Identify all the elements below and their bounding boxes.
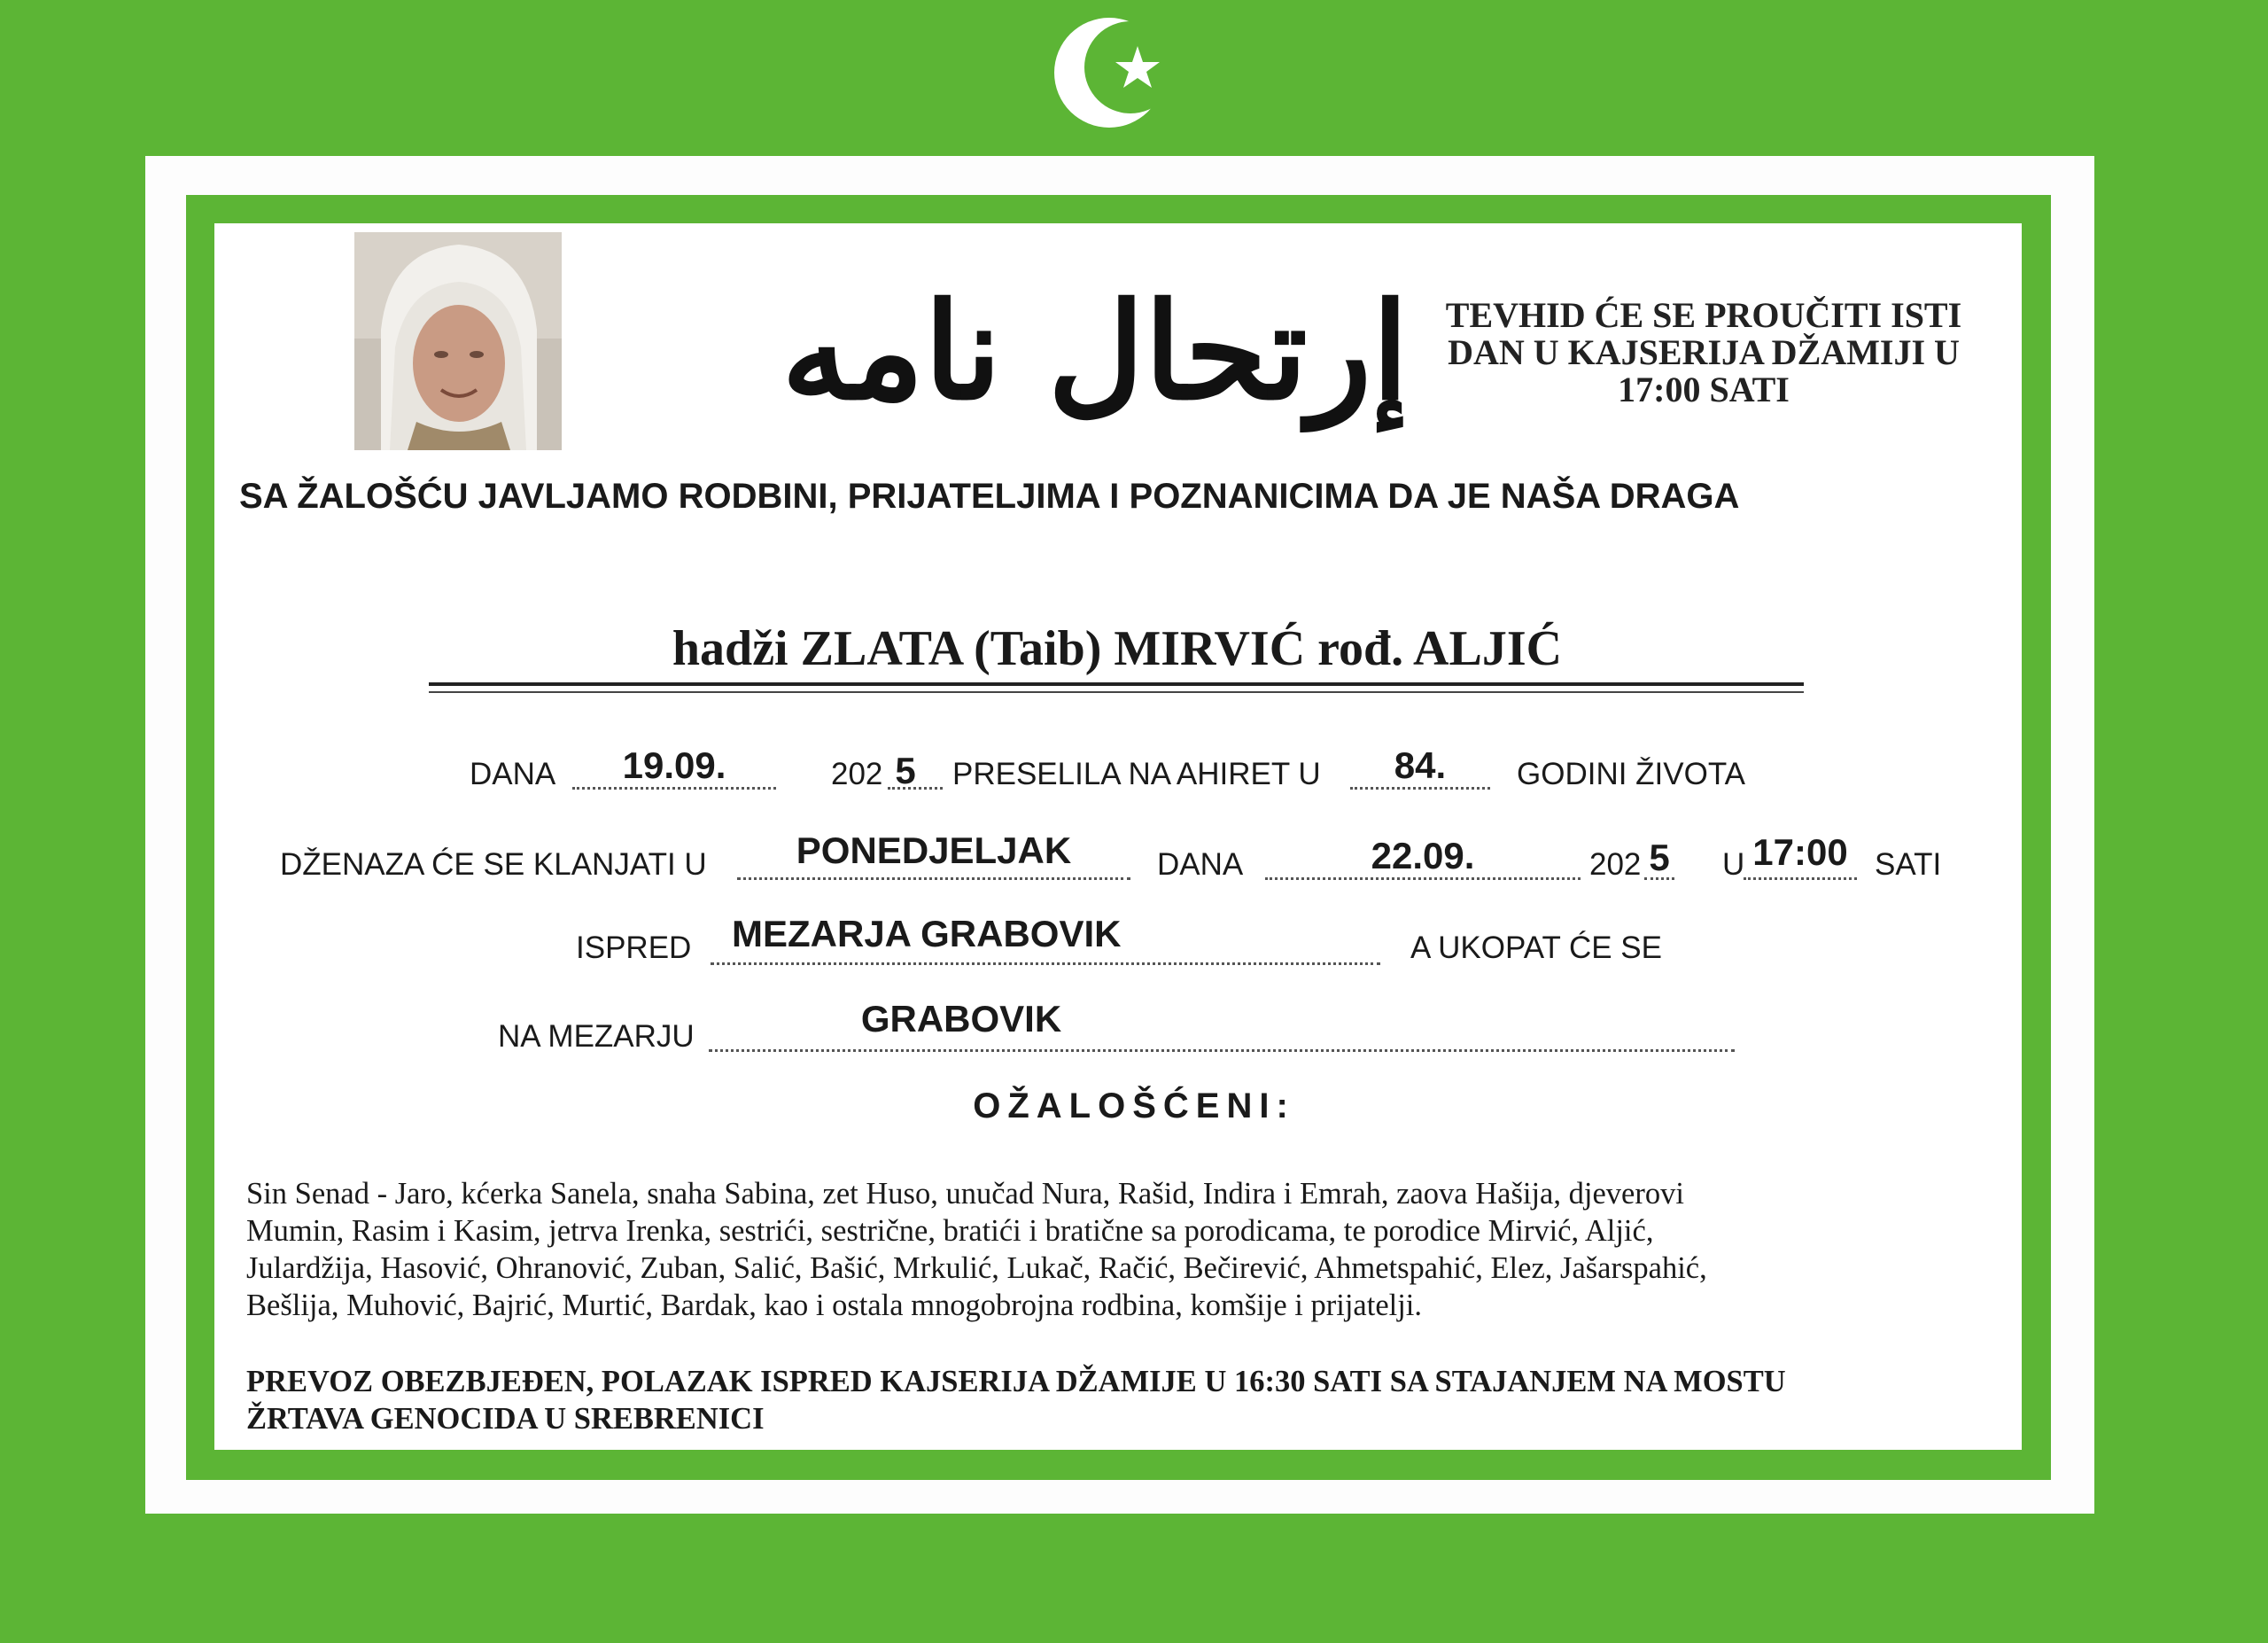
dotted-line: [572, 787, 776, 790]
burial-cemetery: GRABOVIK: [860, 998, 1062, 1040]
sati-label: SATI: [1875, 847, 1942, 882]
mourners-heading: OŽALOŠĆENI:: [973, 1086, 1295, 1125]
year-prefix: 202: [1589, 847, 1642, 882]
dotted-line: [737, 877, 1130, 880]
dotted-line: [1265, 877, 1581, 880]
intro-text: SA ŽALOŠĆU JAVLJAMO RODBINI, PRIJATELJIMA I POZNANICIMA DA JE NAŠA DRAGA: [239, 477, 1740, 516]
u-label: U: [1722, 847, 1745, 882]
transport-notice: [246, 1363, 1983, 1437]
dzenaza-label: DŽENAZA ĆE SE KLANJATI U: [280, 847, 707, 882]
family-list: [246, 1175, 1983, 1324]
tevhid-line: DAN U KAJSERIJA DŽAMIJI U: [1448, 332, 1960, 372]
family-line: Julardžija, Hasović, Ohranović, Zuban, Salić, Bašić, Mrkulić, Lukač, Račić, Bečirević, Ahmetspahić, Elez, Jašarspahić,: [246, 1251, 1707, 1285]
dzenaza-place: MEZARJA GRABOVIK: [732, 913, 1122, 954]
dotted-line: [1350, 787, 1490, 790]
dzenaza-time: 17:00: [1752, 831, 1848, 873]
dzenaza-day: PONEDJELJAK: [796, 829, 1072, 871]
ispred-label: ISPRED: [576, 931, 692, 965]
death-date: 19.09.: [622, 744, 726, 786]
family-line: Sin Senad - Jaro, kćerka Sanela, snaha Sabina, zet Huso, unučad Nura, Rašid, Indira i Emrah, zaova Hašija, djeverovi: [246, 1177, 1684, 1211]
godini-label: GODINI ŽIVOTA: [1517, 757, 1745, 791]
deceased-name: hadži ZLATA (Taib) MIRVIĆ rođ. ALJIĆ: [672, 621, 1563, 676]
tevhid-line: 17:00 SATI: [1618, 370, 1790, 409]
year-prefix: 202: [831, 757, 883, 791]
transport-line: ŽRTAVA GENOCIDA U SREBRENICI: [246, 1402, 765, 1436]
arabic-title: إرتحال نامه: [781, 274, 1409, 430]
crescent-star-icon: [1052, 16, 1178, 131]
tevhid-notice: [1407, 297, 2000, 409]
dzenaza-date: 22.09.: [1371, 835, 1475, 876]
preselila-label: PRESELILA NA AHIRET U: [952, 757, 1321, 791]
dotted-line: [709, 1049, 1735, 1052]
name-underline-thin: [429, 691, 1804, 693]
year-digit: 5: [1649, 837, 1670, 878]
year-digit: 5: [895, 750, 916, 791]
family-line: Mumin, Rasim i Kasim, jetrva Irenka, sestrići, sestrične, bratići i bratične sa porodicama, te porodice Mirvić, Aljić,: [246, 1214, 1654, 1248]
portrait-photo: [354, 232, 562, 450]
family-line: Bešlija, Muhović, Bajrić, Murtić, Bardak, kao i ostala mnogobrojna rodbina, komšije i prijatelji.: [246, 1289, 1423, 1322]
transport-line: PREVOZ OBEZBJEĐEN, POLAZAK ISPRED KAJSERIJA DŽAMIJE U 16:30 SATI SA STAJANJEM NA MOSTU: [246, 1365, 1786, 1398]
mezarju-label: NA MEZARJU: [498, 1019, 695, 1054]
ukopat-label: A UKOPAT ĆE SE: [1410, 931, 1662, 965]
dotted-line: [1744, 877, 1857, 880]
dana-label: DANA: [1157, 847, 1244, 882]
dana-label: DANA: [470, 757, 556, 791]
tevhid-line: TEVHID ĆE SE PROUČITI ISTI: [1445, 295, 1962, 335]
dotted-line: [711, 962, 1380, 965]
name-underline: [429, 682, 1804, 686]
age-value: 84.: [1394, 744, 1447, 786]
